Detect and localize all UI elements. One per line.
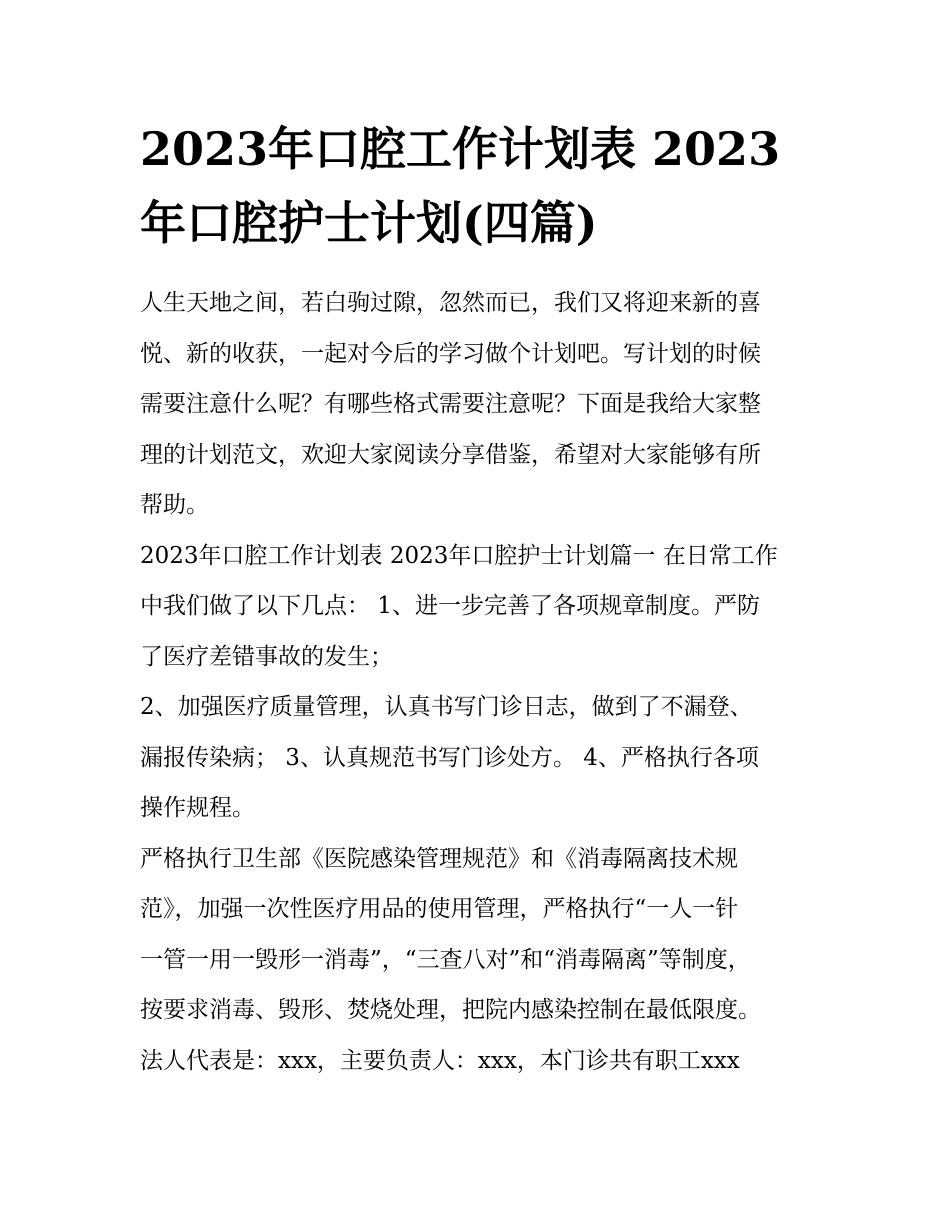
title-line: 年口腔护士计划(四篇)	[140, 196, 598, 250]
text-line: 范》，加强一次性医疗用品的使用管理，严格执行“一人一针	[140, 896, 739, 922]
text-line: 一管一用一毁形一消毒”，“三查八对”和“消毒隔离”等制度，	[140, 946, 751, 973]
text-line: 帮助。	[140, 492, 209, 518]
text-line: 严格执行卫生部《医院感染管理规范》和《消毒隔离技术规	[140, 845, 738, 872]
text-line: 理的计划范文，欢迎大家阅读分享借鉴，希望对大家能够有所	[140, 441, 761, 468]
text-line: 法人代表是：xxx，主要负责人：xxx，本门诊共有职工xxx	[140, 1047, 740, 1074]
paragraph-quality-management	[140, 682, 820, 834]
title-line: 2023年口腔工作计划表 2023	[140, 122, 781, 176]
document-body	[140, 278, 820, 1086]
text-line: 按要求消毒、毁形、焚烧处理，把院内感染控制在最低限度。	[140, 997, 761, 1023]
text-line: 悦、新的收获，一起对今后的学习做个计划吧。写计划的时候	[140, 340, 761, 367]
text-line: 人生天地之间，若白驹过隙，忽然而已，我们又将迎来新的喜	[140, 290, 761, 316]
text-line: 漏报传染病； 3、认真规范书写门诊处方。 4、严格执行各项	[140, 744, 759, 771]
paragraph-intro	[140, 278, 820, 531]
text-line: 2、加强医疗质量管理，认真书写门诊日志，做到了不漏登、	[140, 694, 753, 720]
text-line: 了医疗差错事故的发生；	[140, 643, 393, 670]
paragraph-part-one	[140, 531, 820, 683]
text-line: 需要注意什么呢？有哪些格式需要注意呢？下面是我给大家整	[140, 391, 761, 417]
document-title	[140, 112, 840, 260]
paragraph-infection-control	[140, 834, 820, 1087]
text-line: 中我们做了以下几点： 1、进一步完善了各项规章制度。严防	[140, 593, 760, 619]
text-line: 操作规程。	[140, 795, 255, 821]
text-line: 2023年口腔工作计划表 2023年口腔护士计划篇一 在日常工作	[140, 542, 778, 569]
